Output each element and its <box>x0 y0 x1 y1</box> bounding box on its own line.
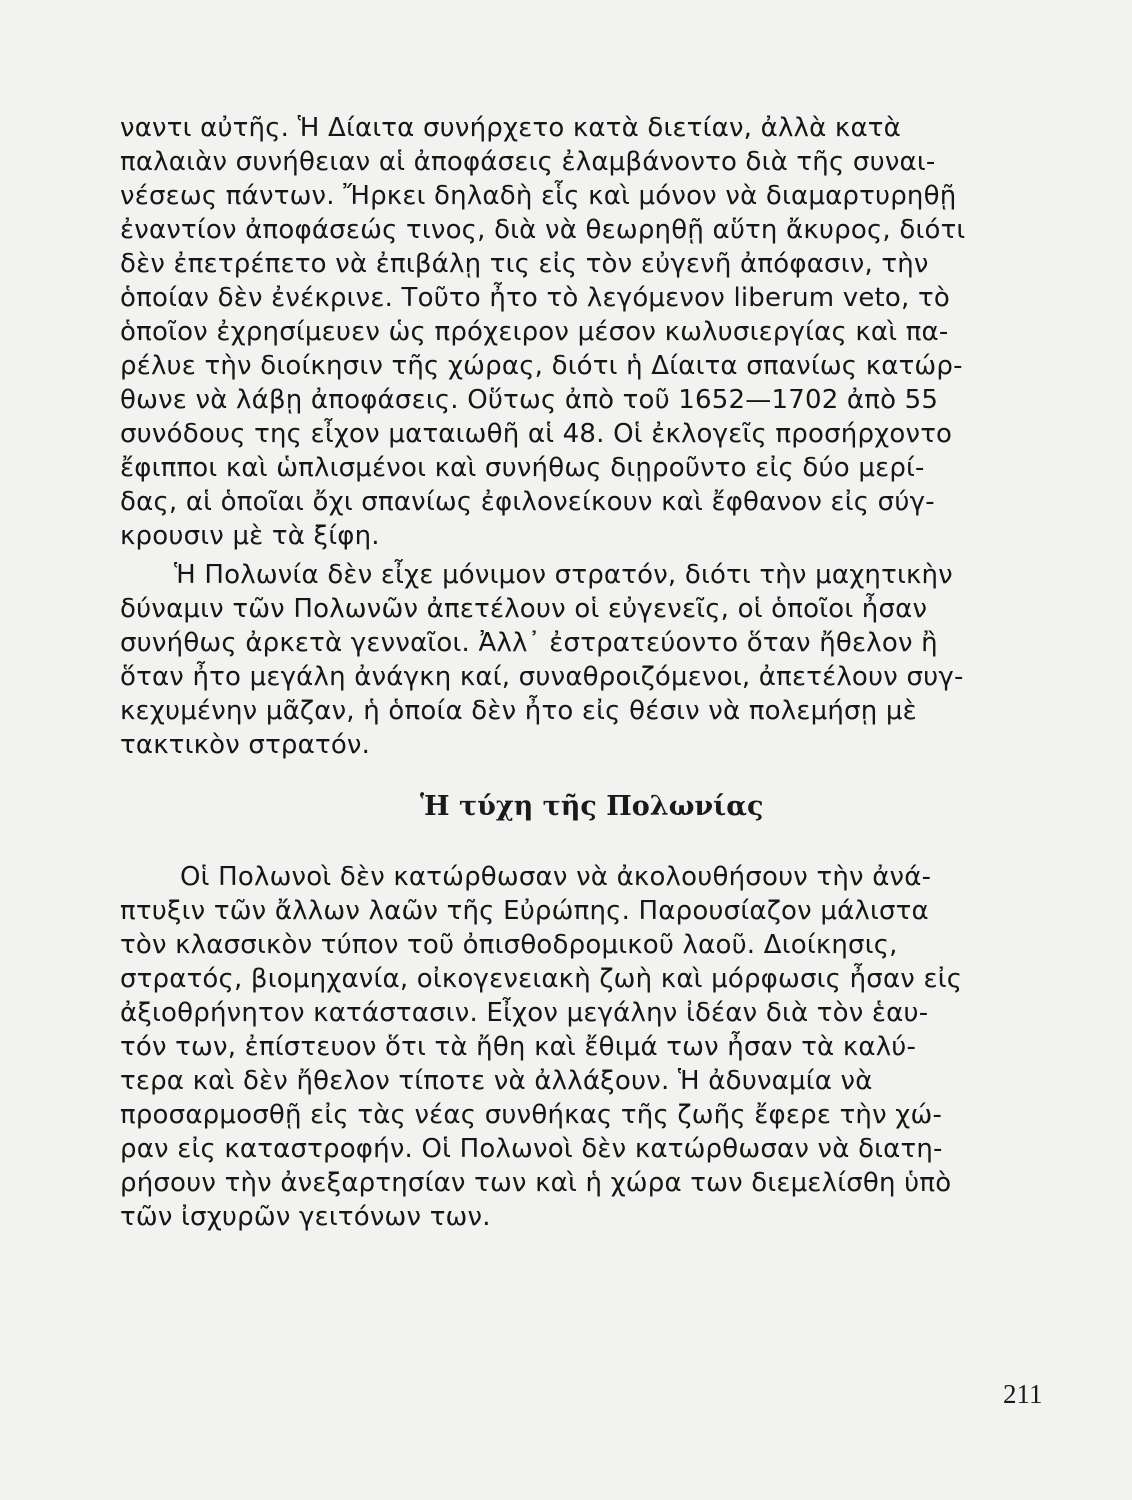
text-line: κεχυμένην μᾶζαν, ἡ ὁποία δὲν ἦτο εἰς θέσιν νὰ πολεμήσῃ μὲ <box>120 696 917 726</box>
text-line: ναντι αὐτῆς. Ἡ Δίαιτα συνήρχετο κατὰ διετίαν, ἀλλὰ κατὰ <box>120 113 901 143</box>
text-line: ὁποίαν δὲν ἐνέκρινε. Τοῦτο ἦτο τὸ λεγόμενον liberum veto, τὸ <box>120 283 950 313</box>
text-line: κρουσιν μὲ τὰ ξίφη. <box>120 521 380 551</box>
text-line: στρατός, βιομηχανία, οἰκογενειακὴ ζωὴ καὶ μόρφωσις ἦσαν εἰς <box>120 964 963 994</box>
text-line: νέσεως πάντων. Ἤρκει δηλαδὴ εἷς καὶ μόνον νὰ διαμαρτυρηθῇ <box>120 181 957 211</box>
text-line: δας, αἱ ὁποῖαι ὄχι σπανίως ἐφιλονείκουν καὶ ἔφθανον εἰς σύγ- <box>120 487 935 517</box>
text-line: δὲν ἐπετρέπετο νὰ ἐπιβάλῃ τις εἰς τὸν εὐγενῆ ἀπόφασιν, τὴν <box>120 249 929 279</box>
section-heading: Ἡ τύχη τῆς Πολωνίας <box>420 791 764 822</box>
text-line: τερα καὶ δὲν ἤθελον τίποτε νὰ ἀλλάξουν. Ἡ ἀδυναμία νὰ <box>120 1066 873 1096</box>
text-line: συνήθως ἀρκετὰ γενναῖοι. Ἀλλ᾽ ἐστρατεύοντο ὅταν ἤθελον ἢ <box>120 628 938 658</box>
text-line: ὁποῖον ἐχρησίμευεν ὡς πρόχειρον μέσον κωλυσιεργίας καὶ πα- <box>120 317 949 347</box>
text-line: Οἱ Πολωνοὶ δὲν κατώρθωσαν νὰ ἀκολουθήσουν τὴν ἀνά- <box>180 862 932 892</box>
text-line: προσαρμοσθῇ εἰς τὰς νέας συνθήκας τῆς ζωῆς ἔφερε τὴν χώ- <box>120 1100 943 1130</box>
text-line: ρήσουν τὴν ἀνεξαρτησίαν των καὶ ἡ χώρα των διεμελίσθη ὑπὸ <box>120 1168 952 1198</box>
page-number: 211 <box>1003 1379 1043 1409</box>
text-line: πτυξιν τῶν ἄλλων λαῶν τῆς Εὐρώπης. Παρουσίαζον μάλιστα <box>120 896 929 926</box>
text-line: θωνε νὰ λάβῃ ἀποφάσεις. Οὕτως ἀπὸ τοῦ 1652—1702 ἀπὸ 55 <box>120 385 939 415</box>
text-line: ραν εἰς καταστροφήν. Οἱ Πολωνοὶ δὲν κατώρθωσαν νὰ διατη- <box>120 1134 943 1164</box>
text-line: δύναμιν τῶν Πολωνῶν ἀπετέλουν οἱ εὐγενεῖς, οἱ ὁποῖοι ἦσαν <box>120 594 928 624</box>
text-line: Ἡ Πολωνία δὲν εἶχε μόνιμον στρατόν, διότι τὴν μαχητικὴν <box>174 560 953 590</box>
text-line: ἔφιπποι καὶ ὡπλισμένοι καὶ συνήθως διῃροῦντο εἰς δύο μερί- <box>120 453 925 483</box>
text-line: τόν των, ἐπίστευον ὅτι τὰ ἤθη καὶ ἔθιμά των ἦσαν τὰ καλύ- <box>120 1032 917 1062</box>
text-line: ὅταν ἦτο μεγάλη ἀνάγκη καί, συναθροιζόμενοι, ἀπετέλουν συγ- <box>120 662 964 692</box>
text-line: τακτικὸν στρατόν. <box>120 730 371 760</box>
text-line: παλαιὰν συνήθειαν αἱ ἀποφάσεις ἐλαμβάνοντο διὰ τῆς συναι- <box>120 147 936 177</box>
text-line: ἐναντίον ἀποφάσεώς τινος, διὰ νὰ θεωρηθῇ αὕτη ἄκυρος, διότι <box>120 215 966 245</box>
text-line: συνόδους της εἶχον ματαιωθῆ αἱ 48. Οἱ ἐκλογεῖς προσήρχοντο <box>120 419 953 449</box>
text-line: ρέλυε τὴν διοίκησιν τῆς χώρας, διότι ἡ Δίαιτα σπανίως κατώρ- <box>120 351 963 381</box>
text-line: τὸν κλασσικὸν τύπον τοῦ ὀπισθοδρομικοῦ λαοῦ. Διοίκησις, <box>120 930 898 960</box>
text-line: ἀξιοθρήνητον κατάστασιν. Εἶχον μεγάλην ἰδέαν διὰ τὸν ἑαυ- <box>120 998 929 1028</box>
text-line: τῶν ἰσχυρῶν γειτόνων των. <box>120 1202 491 1232</box>
